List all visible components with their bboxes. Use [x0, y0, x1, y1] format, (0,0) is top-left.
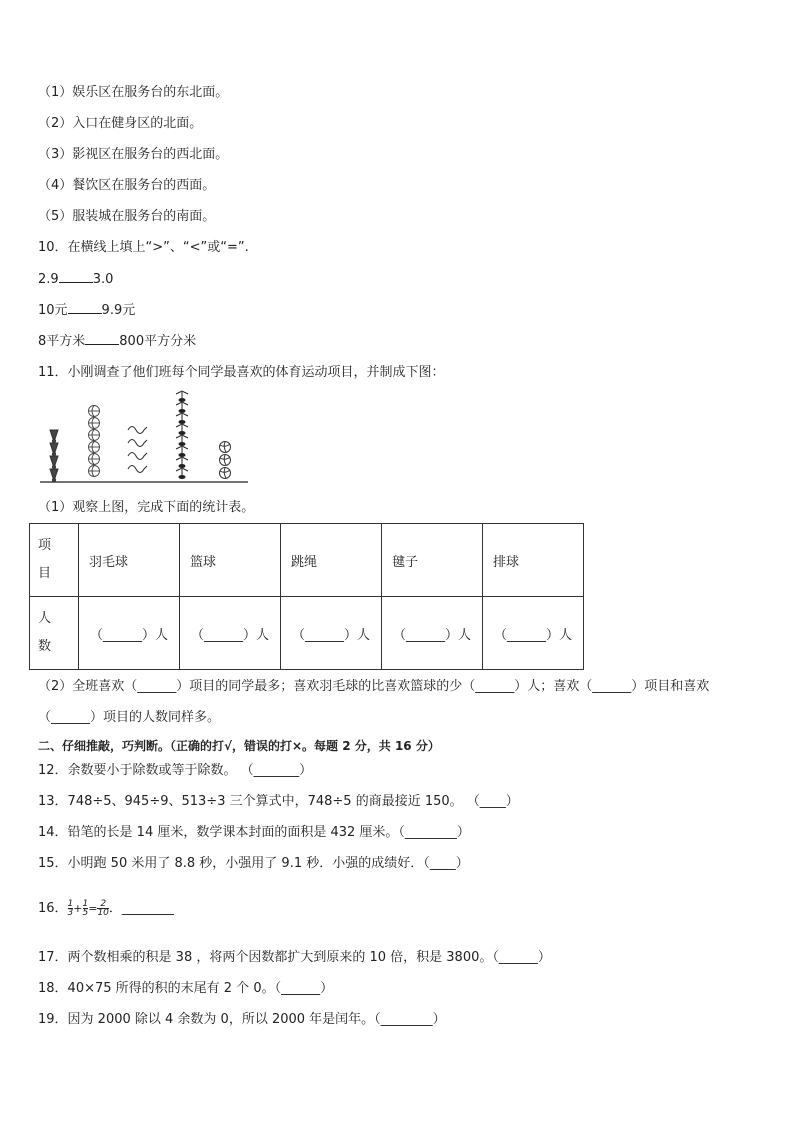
- fraction-1-numerator: 1: [67, 899, 74, 909]
- jump-rope-icon: [128, 453, 147, 460]
- jianzi-icons: [176, 391, 188, 479]
- statistics-table: [29, 523, 584, 670]
- table-row: [30, 597, 584, 670]
- q14: 14．铅笔的长是 14 厘米，数学课本封面的面积是 432 厘米。（________）: [38, 825, 470, 840]
- basketball-icons: [89, 406, 100, 477]
- q17: 17．两个数相乘的积是 38 ，将两个因数都扩大到原来的 10 倍，积是 3800。（______）: [38, 950, 551, 965]
- volleyball-icon: [220, 455, 231, 466]
- basketball-icon: [89, 406, 100, 417]
- q10-row-2: [38, 301, 135, 320]
- header-basketball: 篮球: [180, 524, 281, 597]
- header-label-cell: [30, 524, 79, 597]
- q19: 19．因为 2000 除以 4 余数为 0，所以 2000 年是闰年。（________）: [38, 1012, 446, 1027]
- q10-row-1: [38, 270, 113, 289]
- jump-rope-icon: [128, 427, 147, 434]
- header-jianzi: 毽子: [382, 524, 483, 597]
- q10-prompt: 10．在横线上填上“>”、“<”或“=”.: [38, 240, 249, 255]
- basketball-icon: [89, 466, 100, 477]
- q16-number: 16．: [38, 901, 68, 916]
- section-2-heading: 二、仔细推敲，巧判断。（正确的打√，错误的打×。每题 2 分，共 16 分）: [38, 739, 440, 753]
- jump-rope-icon: [128, 440, 147, 447]
- header-label-top: 项: [38, 538, 52, 553]
- q9-item-5: （5）服装城在服务台的南面。: [38, 209, 216, 224]
- q10-row-2-left: 10元: [38, 303, 68, 318]
- q10-row-3-right: 800平方分米: [119, 334, 197, 349]
- plus-sign: +: [73, 902, 83, 915]
- shuttlecock-icon: [50, 443, 58, 452]
- jianzi-icon: [176, 402, 188, 413]
- q9-item-4: （4）餐饮区在服务台的西面。: [38, 178, 216, 193]
- answer-cell-jianzi[interactable]: （______）人: [382, 597, 483, 670]
- q9-item-1: （1）娱乐区在服务台的东北面。: [38, 85, 229, 100]
- jianzi-icon: [176, 413, 188, 424]
- q10-row-1-left: 2.9: [38, 272, 59, 287]
- q11-prompt: 11．小刚调查了他们班每个同学最喜欢的体育运动项目，并制成下图：: [38, 365, 445, 380]
- answer-cell-basketball[interactable]: （______）人: [180, 597, 281, 670]
- jianzi-icon: [176, 435, 188, 446]
- basketball-icon: [89, 418, 100, 429]
- answer-cell-jump-rope[interactable]: （______）人: [281, 597, 382, 670]
- jianzi-icon: [176, 457, 188, 468]
- answer-blank[interactable]: [68, 301, 102, 314]
- q11-sub2-line1: （2）全班喜欢（______）项目的同学最多；喜欢羽毛球的比喜欢篮球的少（______）人；喜欢（______）项目和喜欢: [38, 679, 710, 694]
- q13: 13．748÷5、945÷9、513÷3 三个算式中，748÷5 的商最接近 150。 （____）: [38, 794, 519, 809]
- q12: 12．余数要小于除数或等于除数。 （_______）: [38, 763, 313, 778]
- badminton-icons: [50, 430, 58, 482]
- header-badminton: 羽毛球: [79, 524, 180, 597]
- jump-rope-icon: [128, 466, 147, 473]
- answer-cell-volleyball[interactable]: （______）人: [483, 597, 584, 670]
- row-label-bottom: 数: [38, 639, 52, 654]
- fraction-1-denominator: 3: [67, 908, 74, 918]
- row-label-top: 人: [38, 611, 52, 626]
- row-label-cell: [30, 597, 79, 670]
- volleyball-icon: [220, 442, 231, 453]
- q11-sub1: （1）观察上图，完成下面的统计表。: [38, 500, 255, 515]
- jianzi-icon: [176, 391, 188, 402]
- q11-sub2-line2: （______）项目的人数同样多。: [38, 710, 221, 725]
- q16-answer-blank[interactable]: ．________: [108, 901, 174, 916]
- shuttlecock-icon: [50, 469, 58, 478]
- basketball-icon: [89, 454, 100, 465]
- fraction-2-numerator: 1: [82, 899, 89, 909]
- shuttlecock-icon: [50, 430, 58, 439]
- fraction-3-denominator: 10: [97, 908, 109, 918]
- fraction-3: [97, 900, 108, 917]
- q15: 15．小明跑 50 米用了 8.8 秒，小强用了 9.1 秒．小强的成绩好．（____）: [38, 856, 469, 871]
- q9-item-2: （2）入口在健身区的北面。: [38, 116, 203, 131]
- equals-sign: =: [88, 902, 98, 915]
- basketball-icon: [89, 430, 100, 441]
- answer-blank[interactable]: [59, 270, 93, 283]
- q10-row-3-left: 8平方米: [38, 334, 86, 349]
- answer-blank[interactable]: [85, 332, 119, 345]
- volleyball-icon: [220, 468, 231, 479]
- q10-row-1-right: 3.0: [92, 272, 114, 287]
- answer-cell-badminton[interactable]: （______）人: [79, 597, 180, 670]
- volleyball-icons: [220, 442, 231, 479]
- fraction-3-numerator: 2: [97, 900, 108, 909]
- jianzi-icon: [176, 424, 188, 435]
- header-volleyball: 排球: [483, 524, 584, 597]
- sports-pictograph: [36, 390, 251, 488]
- q16: [38, 900, 174, 918]
- q9-item-3: （3）影视区在服务台的西北面。: [38, 147, 229, 162]
- jianzi-icon: [176, 446, 188, 457]
- q10-row-2-right: 9.9元: [101, 303, 136, 318]
- jump-rope-icons: [128, 427, 147, 473]
- header-jump-rope: 跳绳: [281, 524, 382, 597]
- basketball-icon: [89, 442, 100, 453]
- shuttlecock-icon: [50, 456, 58, 465]
- q18: 18．40×75 所得的积的末尾有 2 个 0。（______）: [38, 981, 334, 996]
- fraction-2-denominator: 5: [82, 908, 89, 918]
- q10-row-3: [38, 332, 196, 351]
- header-label-bottom: 目: [38, 566, 52, 581]
- table-row: [30, 524, 584, 597]
- jianzi-icon: [176, 468, 188, 479]
